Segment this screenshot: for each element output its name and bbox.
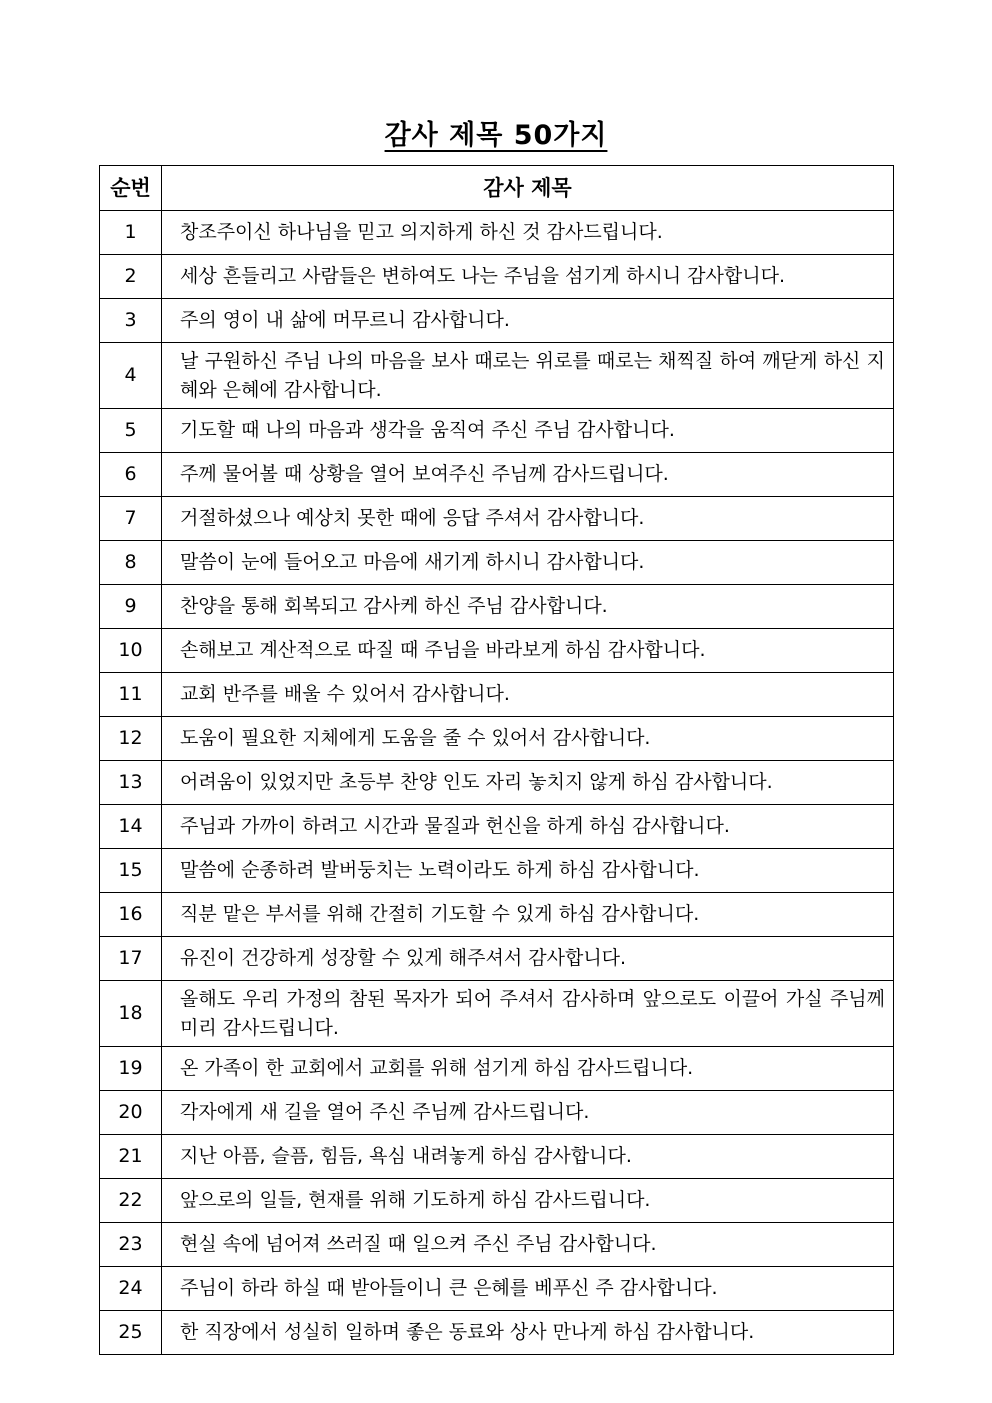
row-number: 8 bbox=[100, 541, 162, 585]
table-row bbox=[100, 299, 894, 343]
row-text: 각자에게 새 길을 열어 주신 주님께 감사드립니다. bbox=[162, 1091, 894, 1135]
row-text: 지난 아픔, 슬픔, 힘듬, 욕심 내려놓게 하심 감사합니다. bbox=[162, 1135, 894, 1179]
row-text: 말씀이 눈에 들어오고 마음에 새기게 하시니 감사합니다. bbox=[162, 541, 894, 585]
row-text: 세상 흔들리고 사람들은 변하여도 나는 주님을 섬기게 하시니 감사합니다. bbox=[162, 255, 894, 299]
row-number: 16 bbox=[100, 893, 162, 937]
table-row bbox=[100, 981, 894, 1047]
table-row bbox=[100, 211, 894, 255]
table-row bbox=[100, 1179, 894, 1223]
table-header-row bbox=[100, 166, 894, 211]
row-text: 직분 맡은 부서를 위해 간절히 기도할 수 있게 하심 감사합니다. bbox=[162, 893, 894, 937]
table-row bbox=[100, 409, 894, 453]
row-number: 2 bbox=[100, 255, 162, 299]
row-text: 말씀에 순종하려 발버둥치는 노력이라도 하게 하심 감사합니다. bbox=[162, 849, 894, 893]
row-text: 현실 속에 넘어져 쓰러질 때 일으켜 주신 주님 감사합니다. bbox=[162, 1223, 894, 1267]
row-text: 유진이 건강하게 성장할 수 있게 해주셔서 감사합니다. bbox=[162, 937, 894, 981]
table-row bbox=[100, 541, 894, 585]
row-text: 찬양을 통해 회복되고 감사케 하신 주님 감사합니다. bbox=[162, 585, 894, 629]
row-text: 어려움이 있었지만 초등부 찬양 인도 자리 놓치지 않게 하심 감사합니다. bbox=[162, 761, 894, 805]
row-number: 4 bbox=[100, 343, 162, 409]
table-row bbox=[100, 717, 894, 761]
table-row bbox=[100, 1047, 894, 1091]
row-number: 7 bbox=[100, 497, 162, 541]
row-number: 23 bbox=[100, 1223, 162, 1267]
page-title-text: 감사 제목 50가지 bbox=[384, 120, 608, 151]
table-row bbox=[100, 255, 894, 299]
row-number: 14 bbox=[100, 805, 162, 849]
row-number: 19 bbox=[100, 1047, 162, 1091]
row-number: 21 bbox=[100, 1135, 162, 1179]
row-text: 주님이 하라 하실 때 받아들이니 큰 은혜를 베푸신 주 감사합니다. bbox=[162, 1267, 894, 1311]
table-body bbox=[100, 211, 894, 1355]
table-row bbox=[100, 805, 894, 849]
row-number: 13 bbox=[100, 761, 162, 805]
row-text: 손해보고 계산적으로 따질 때 주님을 바라보게 하심 감사합니다. bbox=[162, 629, 894, 673]
table-row bbox=[100, 673, 894, 717]
row-number: 9 bbox=[100, 585, 162, 629]
table-row bbox=[100, 1091, 894, 1135]
row-number: 24 bbox=[100, 1267, 162, 1311]
row-number: 1 bbox=[100, 211, 162, 255]
row-number: 15 bbox=[100, 849, 162, 893]
table-row bbox=[100, 761, 894, 805]
row-text: 올해도 우리 가정의 참된 목자가 되어 주셔서 감사하며 앞으로도 이끌어 가실 주님께 미리 감사드립니다. bbox=[162, 981, 894, 1047]
row-text: 주께 물어볼 때 상황을 열어 보여주신 주님께 감사드립니다. bbox=[162, 453, 894, 497]
table-row bbox=[100, 1223, 894, 1267]
table-row bbox=[100, 1267, 894, 1311]
row-number: 10 bbox=[100, 629, 162, 673]
table-row bbox=[100, 937, 894, 981]
table-row bbox=[100, 343, 894, 409]
row-text: 온 가족이 한 교회에서 교회를 위해 섬기게 하심 감사드립니다. bbox=[162, 1047, 894, 1091]
row-text: 한 직장에서 성실히 일하며 좋은 동료와 상사 만나게 하심 감사합니다. bbox=[162, 1311, 894, 1355]
row-number: 20 bbox=[100, 1091, 162, 1135]
page-title bbox=[0, 113, 992, 152]
row-text: 거절하셨으나 예상치 못한 때에 응답 주셔서 감사합니다. bbox=[162, 497, 894, 541]
row-number: 11 bbox=[100, 673, 162, 717]
row-text: 기도할 때 나의 마음과 생각을 움직여 주신 주님 감사합니다. bbox=[162, 409, 894, 453]
header-content: 감사 제목 bbox=[162, 166, 894, 211]
row-number: 3 bbox=[100, 299, 162, 343]
row-number: 25 bbox=[100, 1311, 162, 1355]
row-number: 5 bbox=[100, 409, 162, 453]
row-text: 주님과 가까이 하려고 시간과 물질과 헌신을 하게 하심 감사합니다. bbox=[162, 805, 894, 849]
table-row bbox=[100, 629, 894, 673]
table-row bbox=[100, 453, 894, 497]
table-row bbox=[100, 585, 894, 629]
row-number: 18 bbox=[100, 981, 162, 1047]
table-row bbox=[100, 1135, 894, 1179]
table-row bbox=[100, 497, 894, 541]
header-number: 순번 bbox=[100, 166, 162, 211]
table-row bbox=[100, 849, 894, 893]
table-row bbox=[100, 893, 894, 937]
row-text: 도움이 필요한 지체에게 도움을 줄 수 있어서 감사합니다. bbox=[162, 717, 894, 761]
row-text: 앞으로의 일들, 현재를 위해 기도하게 하심 감사드립니다. bbox=[162, 1179, 894, 1223]
table-row bbox=[100, 1311, 894, 1355]
row-text: 날 구원하신 주님 나의 마음을 보사 때로는 위로를 때로는 채찍질 하여 깨닫게 하신 지혜와 은혜에 감사합니다. bbox=[162, 343, 894, 409]
row-number: 17 bbox=[100, 937, 162, 981]
row-number: 22 bbox=[100, 1179, 162, 1223]
row-text: 교회 반주를 배울 수 있어서 감사합니다. bbox=[162, 673, 894, 717]
row-number: 6 bbox=[100, 453, 162, 497]
row-number: 12 bbox=[100, 717, 162, 761]
row-text: 창조주이신 하나님을 믿고 의지하게 하신 것 감사드립니다. bbox=[162, 211, 894, 255]
thanks-table bbox=[99, 165, 894, 1355]
row-text: 주의 영이 내 삶에 머무르니 감사합니다. bbox=[162, 299, 894, 343]
